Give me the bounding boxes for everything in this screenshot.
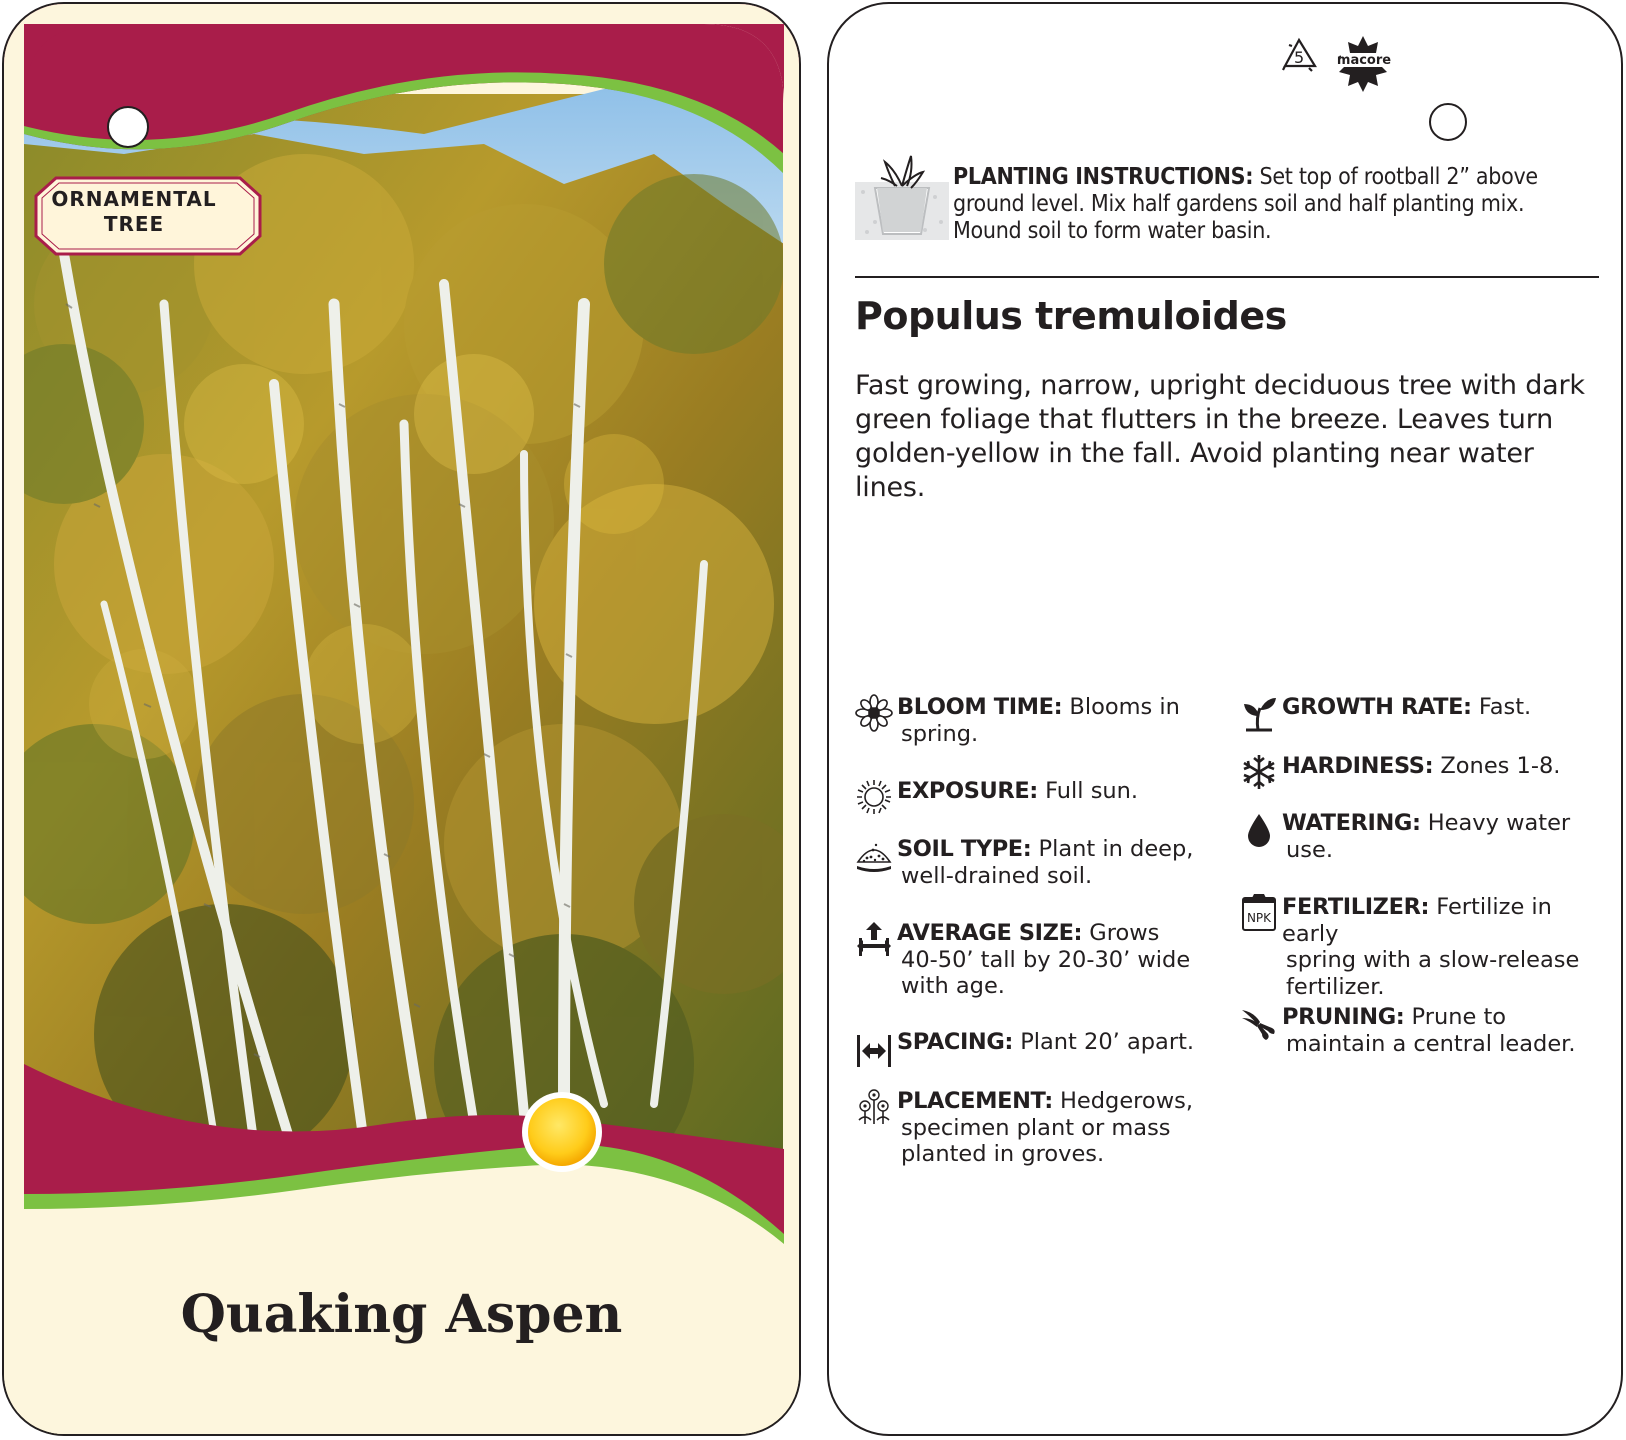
fertilizer-icon <box>1240 894 1278 932</box>
npk-badge: NPK <box>1246 911 1272 925</box>
recycle-code: 5 <box>1294 48 1305 67</box>
growth-rate-line-1: Fast. <box>1478 694 1532 720</box>
attribute-bloom-time <box>897 694 1217 747</box>
attribute-hardiness <box>1282 753 1612 780</box>
bloom-time-label: BLOOM TIME: <box>897 694 1063 720</box>
sprout-icon <box>1240 694 1278 732</box>
size-icon <box>855 920 893 958</box>
badge-line-2: TREE <box>103 212 165 236</box>
back-tag <box>827 2 1623 1436</box>
watering-line-2: use. <box>1286 836 1333 863</box>
pruning-label: PRUNING: <box>1282 1004 1405 1030</box>
exposure-label: EXPOSURE: <box>897 778 1038 804</box>
placement-icon <box>855 1088 893 1126</box>
section-divider <box>855 276 1599 278</box>
bloom-time-line-1: Blooms in <box>1069 694 1180 720</box>
description-line-1: Fast growing, narrow, upright deciduous tree with dark <box>855 370 1585 401</box>
spacing-line-1: Plant 20’ apart. <box>1020 1029 1195 1055</box>
fertilizer-label: FERTILIZER: <box>1282 894 1430 920</box>
instructions-line-2: ground level. Mix half gardens soil and half planting mix. <box>953 191 1525 217</box>
pruning-line-1: Prune to <box>1411 1004 1507 1030</box>
soil-type-label: SOIL TYPE: <box>897 836 1032 862</box>
placement-line-3: planted in groves. <box>901 1141 1105 1167</box>
growth-rate-label: GROWTH RATE: <box>1282 694 1472 720</box>
exposure-line-1: Full sun. <box>1045 778 1139 804</box>
average-size-line-3: with age. <box>901 973 1005 999</box>
water-drop-icon <box>1240 810 1278 848</box>
description-line-2: green foliage that flutters in the breeze. Leaves turn <box>855 404 1554 435</box>
attribute-average-size <box>897 920 1217 1000</box>
planting-instructions <box>953 164 1593 245</box>
spacing-label: SPACING: <box>897 1029 1014 1055</box>
average-size-label: AVERAGE SIZE: <box>897 920 1083 946</box>
average-size-line-1: Grows <box>1089 920 1160 946</box>
placement-label: PLACEMENT: <box>897 1088 1053 1114</box>
plant-common-name: Quaking Aspen <box>180 1284 623 1345</box>
attribute-growth-rate <box>1282 694 1612 721</box>
planting-pot-icon <box>855 152 949 244</box>
recycle-and-brand-logos <box>1275 32 1415 92</box>
instructions-line-1: Set top of rootball 2” above <box>1259 164 1538 190</box>
fertilizer-line-2: spring with a slow-release <box>1286 947 1580 973</box>
snowflake-icon <box>1240 753 1278 791</box>
sun-icon <box>855 778 893 816</box>
soil-icon <box>855 836 893 874</box>
attribute-exposure <box>897 778 1217 805</box>
average-size-line-2: 40-50’ tall by 20-30’ wide <box>901 946 1191 973</box>
pruning-line-2: maintain a central leader. <box>1286 1030 1576 1057</box>
hardiness-line-1: Zones 1-8. <box>1440 753 1561 779</box>
spacing-icon <box>855 1031 893 1069</box>
description-line-3: golden-yellow in the fall. Avoid planting near water lines. <box>855 438 1534 503</box>
hang-hole-back <box>1429 103 1467 141</box>
pruning-shears-icon <box>1240 1004 1278 1042</box>
attribute-watering <box>1282 810 1612 863</box>
placement-line-1: Hedgerows, <box>1060 1088 1193 1114</box>
soil-type-line-2: well-drained soil. <box>901 862 1093 889</box>
flower-icon <box>855 694 893 732</box>
placement-line-2: specimen plant or mass <box>901 1114 1171 1141</box>
attribute-fertilizer <box>1246 894 1612 1000</box>
hardiness-label: HARDINESS: <box>1282 753 1434 779</box>
hang-hole-front <box>108 107 148 147</box>
attribute-spacing <box>897 1029 1217 1056</box>
attribute-placement <box>897 1088 1217 1168</box>
botanical-name: Populus tremuloides <box>855 294 1287 338</box>
instructions-line-3: Mound soil to form water basin. <box>953 218 1272 244</box>
watering-line-1: Heavy water <box>1427 810 1571 836</box>
bloom-time-line-2: spring. <box>901 720 979 747</box>
attribute-soil-type <box>897 836 1217 889</box>
instructions-label: PLANTING INSTRUCTIONS: <box>953 164 1254 190</box>
plant-description <box>855 369 1595 505</box>
category-badge-text <box>44 187 224 237</box>
soil-type-line-1: Plant in deep, <box>1038 836 1194 862</box>
fertilizer-line-1: Fertilize in early <box>1282 894 1552 947</box>
badge-line-1: ORNAMENTAL <box>51 187 217 211</box>
attribute-pruning <box>1282 1004 1612 1057</box>
front-tag <box>2 2 801 1436</box>
watering-label: WATERING: <box>1282 810 1421 836</box>
fertilizer-line-3: fertilizer. <box>1286 973 1385 1000</box>
brand-name: macore <box>1336 53 1392 68</box>
